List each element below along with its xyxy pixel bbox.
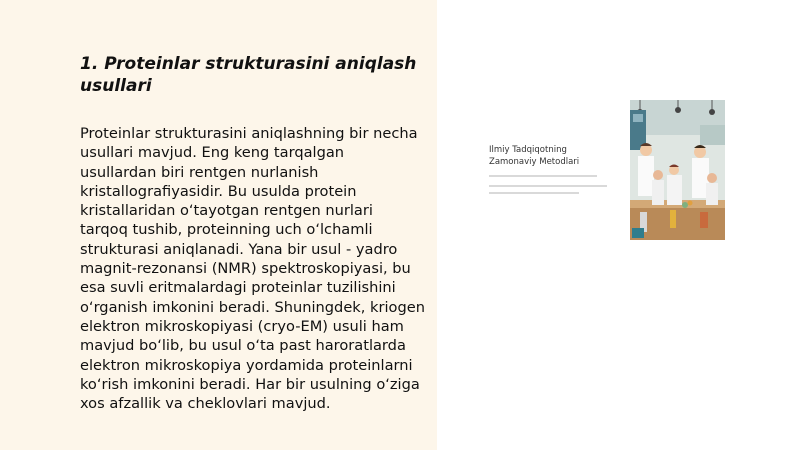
thumbnail-text-line	[489, 175, 597, 177]
thumbnail-title-line2: Zamonaviy Metodlari	[489, 157, 580, 167]
image-panel	[437, 0, 800, 450]
thumbnail-text-line	[489, 185, 607, 187]
slide-title: 1. Proteinlar strukturasini aniqlash usullari	[80, 54, 417, 96]
thumbnail-title-line1: Ilmiy Tadqiqotning	[489, 145, 567, 155]
thumbnail-text-line	[489, 192, 579, 194]
scientists-lab-illustration-icon	[630, 100, 725, 240]
slide-paragraph: Proteinlar strukturasini aniqlashning bir necha usullari mavjud. Eng keng tarqalgan usullardan biri rentgen nurlanish kristallografiyasidir. Bu usulda protein kristallaridan o‘tayotgan rentgen nurlari tarqoq tushib, proteinning uch o‘lchamli strukturasi aniqlanadi. Yana bir usul - yadro magnit-rezonansi (NMR) spektroskopiyasi, bu esa suvli eritmalardagi proteinlar tuzilishini o‘rganish imkonini beradi. Shuningdek, kriogen elektron mikroskopiyasi (cryo-EM) usuli ham mavjud bo‘lib, bu usul o‘ta past haroratlarda elektron mikroskopiya yordamida proteinlarni ko‘rish imkonini beradi. Har bir usulning o‘ziga xos afzallik va cheklovlari mavjud.	[80, 125, 425, 413]
thumbnail-title	[489, 144, 609, 168]
